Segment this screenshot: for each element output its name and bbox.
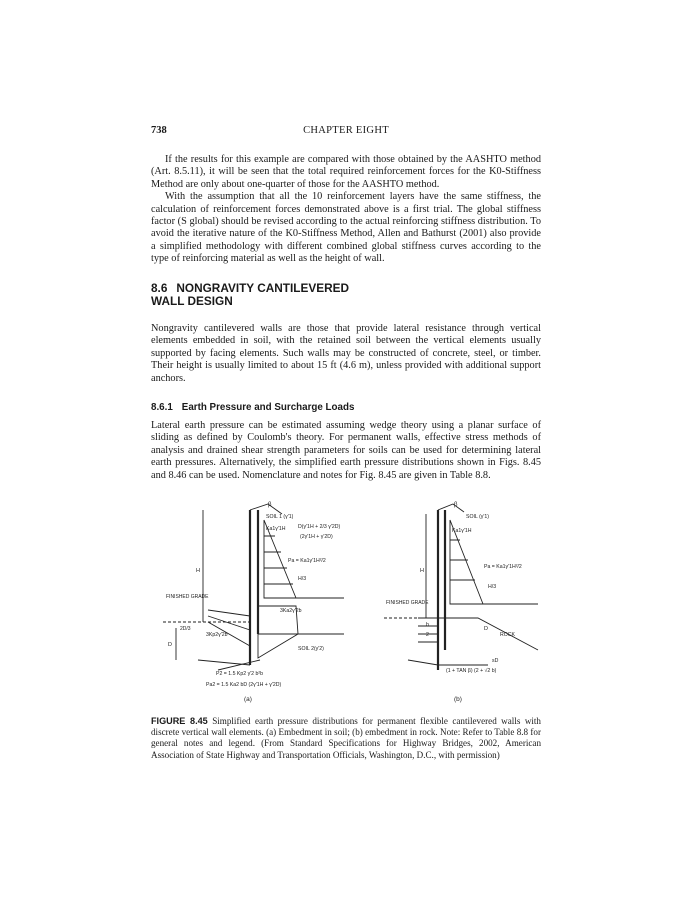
paragraph: Nongravity cantilevered walls are those that provide lateral resistance through vertical elements embedded in soil, with the retained soil between the vertical elements usually supported by facing elements. Such walls may be constructed of concrete, steel, or timber. Their height is usually limited to about 15 ft (4.6 m), unless provided with additional support anchors. bbox=[151, 323, 541, 384]
beta-label-b: β bbox=[454, 502, 458, 508]
h3-label-b: H/3 bbox=[488, 584, 497, 590]
section-title-line2: WALL DESIGN bbox=[151, 294, 233, 308]
soil1-label-a: SOIL 1 (γ'1) bbox=[266, 514, 294, 520]
pa2-expr-a: Pa2 = 1.5 Ka2 bD (2γ'1H + γ'2D) bbox=[206, 682, 282, 688]
three-ka-label-a: 3Ka2γ'2b bbox=[280, 608, 302, 614]
subsection-title: Earth Pressure and Surcharge Loads bbox=[181, 402, 355, 413]
h-label-b: H bbox=[420, 568, 424, 574]
earth-pressure-diagram bbox=[148, 500, 548, 710]
figure-label: FIGURE 8.45 bbox=[151, 716, 208, 726]
beta-label-a: β bbox=[268, 502, 272, 508]
subsection-paragraph bbox=[151, 420, 541, 482]
d-label-b: D bbox=[484, 626, 488, 632]
backfill-slope-b bbox=[438, 504, 464, 512]
soil1-label-b: SOIL (γ'1) bbox=[466, 514, 489, 520]
d-expr-a: D(γ'1H + 2/3 γ'2D) bbox=[298, 524, 341, 530]
subsection-heading bbox=[151, 402, 354, 413]
pa-expr-a: Pa = Ka1γ'1H²/2 bbox=[288, 558, 326, 564]
h-label-a: H bbox=[196, 568, 200, 574]
rock-label-b: ROCK bbox=[500, 632, 515, 638]
pa-expr-b: Pa = Ka1γ'1H²/2 bbox=[484, 564, 522, 570]
intro-paragraphs bbox=[151, 154, 541, 266]
paragraph: With the assumption that all the 10 reinforcement layers have the same stiffness, the calculation of reinforcement forces demonstrated above is a first trial. The global stiffness factor (S global) should be revised according to the actual reinforcing stiffness distribution. To avoid the iterative nature of the K0-Stiffness Method, Allen and Bathurst (2001) also provide a simplified methodology with different combined global stiffness curves according to the type of reinforcing material as well as the height of wall. bbox=[151, 191, 541, 265]
backfill-slope-a bbox=[250, 504, 282, 514]
soil2-label-a: SOIL 2(γ'2) bbox=[298, 646, 324, 652]
chapter-title: CHAPTER EIGHT bbox=[303, 125, 389, 136]
section-number: 8.6 bbox=[151, 281, 168, 295]
panel-b-label: (b) bbox=[454, 696, 462, 703]
page-number: 738 bbox=[151, 125, 167, 136]
caption-text: Simplified earth pressure distributions for permanent flexible cantilevered walls with discrete vertical wall elements. (a) Embedment in soil; (b) embedment in rock. Note: Refer to Table 8.8 for general notes and legend. (From Standard Specifications for Highway Bridges, 2002, American Association of State Highway and Transportation Officials, Washington, D.C., with permission) bbox=[151, 716, 541, 760]
d-expr2-a: (2γ'1H + γ'2D) bbox=[300, 534, 333, 540]
finished-grade-label-a: FINISHED GRADE bbox=[166, 594, 209, 600]
running-header bbox=[151, 125, 541, 141]
p2-expr-a: P2 = 1.5 Kp2 γ'2 b²b bbox=[216, 671, 263, 677]
panel-a-label: (a) bbox=[244, 696, 252, 703]
figure-caption bbox=[151, 716, 541, 761]
ka-label-a: Ka1γ'1H bbox=[266, 526, 286, 532]
figure-8-45 bbox=[148, 500, 548, 710]
section-title-line1: NONGRAVITY CANTILEVERED bbox=[176, 281, 350, 295]
section-paragraph bbox=[151, 323, 541, 385]
b-label-b: b bbox=[426, 622, 429, 628]
finished-grade-label-b: FINISHED GRADE bbox=[386, 600, 429, 606]
paragraph: If the results for this example are compared with those obtained by the AASHTO method (Art. 8.5.11), it will be seen that the total required reinforcement forces for the K0-Stiffness Method are only about one-quarter of those for the AASHTO method. bbox=[151, 154, 541, 190]
sd-label-b: sD bbox=[492, 658, 499, 664]
d-label-a: D bbox=[168, 642, 172, 648]
h3-label-a: H/3 bbox=[298, 576, 307, 582]
p-expr-b: (1 + TAN β) (2 + √2 b) bbox=[446, 668, 497, 674]
subsection-number: 8.6.1 bbox=[151, 402, 173, 413]
rock-line-b bbox=[438, 618, 538, 650]
three-kp-label-a: 3Kp2γ'2b bbox=[206, 632, 228, 638]
section-heading bbox=[151, 282, 541, 308]
paragraph: Lateral earth pressure can be estimated assuming wedge theory using a planar surface of sliding as defined by Coulomb's theory. For permanent walls, effective stress methods of analysis and drained shear strength parameters for soils can be used for determining lateral earth pressures. Alternatively, the simplified earth pressure distributions shown in Figs. 8.45 and 8.46 can be used. Nomenclature and notes for Fig. 8.45 are given in Table 8.8. bbox=[151, 420, 541, 481]
two-label-b: 2 bbox=[426, 632, 429, 638]
two-d-label-a: 2D/3 bbox=[180, 626, 191, 632]
ka-label-b: Ka1γ'1H bbox=[452, 528, 472, 534]
